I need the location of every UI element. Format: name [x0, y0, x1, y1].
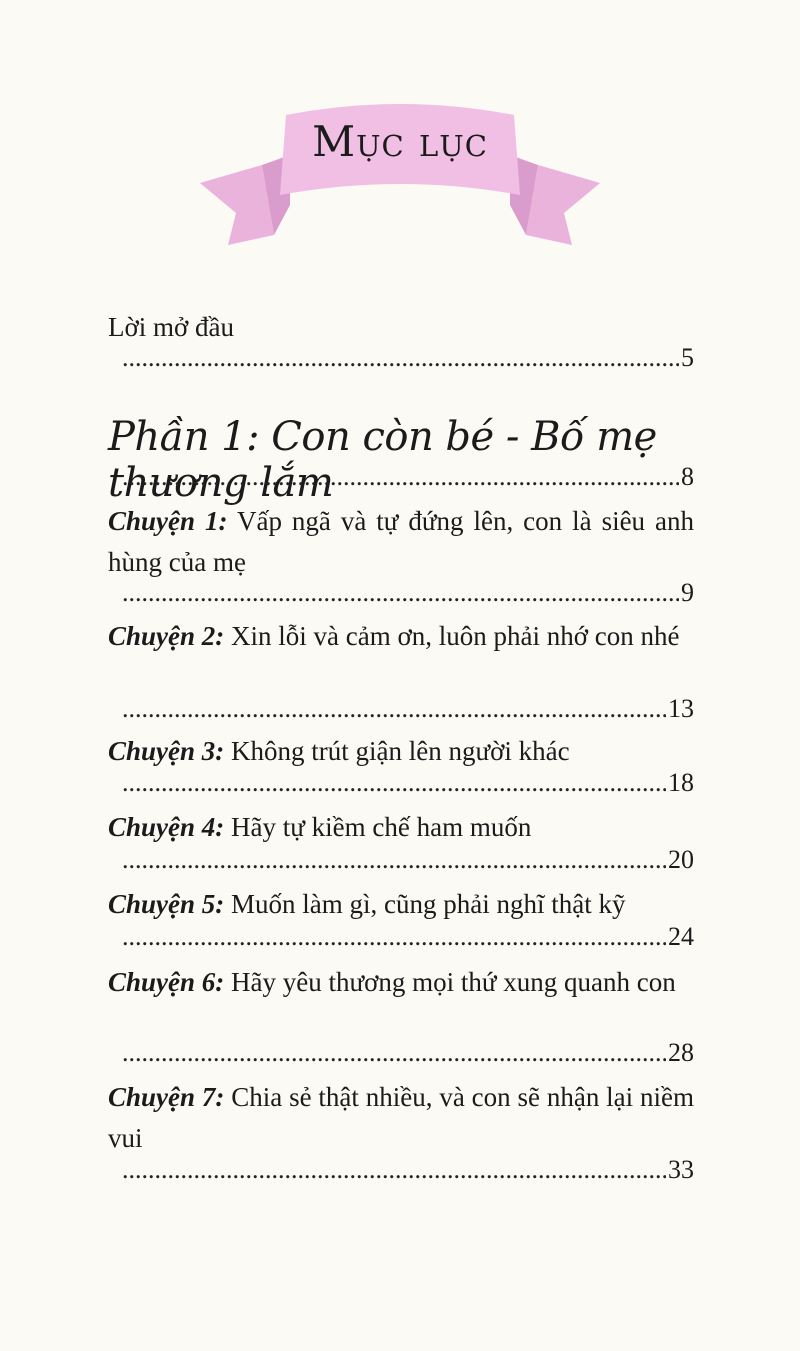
chapter-prefix: Chuyện 7: — [108, 1082, 225, 1112]
title-ribbon — [190, 95, 610, 245]
page-number: 13 — [668, 694, 694, 723]
chapter-prefix: Chuyện 3: — [108, 736, 225, 766]
dot-leader — [122, 922, 694, 952]
dot-leader — [122, 343, 694, 373]
part-heading[interactable]: Phần 1: Con còn bé - Bố mẹ thương lắm — [108, 414, 657, 506]
toc-entry-chapter-5[interactable] — [108, 884, 694, 925]
chapter-title: Vấp ngã và tự đứng lên, con là siêu anh hùng của mẹ — [108, 506, 694, 577]
toc-title: Mục lục — [312, 117, 488, 166]
page-number: 33 — [668, 1155, 694, 1184]
dot-leader — [122, 462, 694, 492]
page-number: 28 — [668, 1038, 694, 1067]
chapter-title: Hãy tự kiềm chế ham muốn — [231, 812, 532, 842]
page-number: 20 — [668, 845, 694, 874]
chapter-title: Hãy yêu thương mọi thứ xung quanh con — [231, 967, 676, 997]
toc-entry-chapter-7[interactable] — [108, 1077, 694, 1159]
chapter-prefix: Chuyện 6: — [108, 967, 225, 997]
dot-leader — [122, 768, 694, 798]
chapter-prefix: Chuyện 1: — [108, 506, 228, 536]
page-number: 5 — [681, 343, 694, 372]
intro-label: Lời mở đầu — [108, 312, 235, 342]
chapter-prefix: Chuyện 5: — [108, 889, 225, 919]
toc-entry-chapter-4[interactable] — [108, 807, 694, 848]
toc-entry-intro[interactable] — [108, 307, 694, 348]
dot-leader — [122, 1038, 694, 1068]
toc-entry-chapter-1[interactable] — [108, 501, 694, 583]
dot-leader — [122, 1155, 694, 1185]
page-number: 8 — [681, 462, 694, 491]
page-number: 18 — [668, 768, 694, 797]
chapter-title: Chia sẻ thật nhiều, và con sẽ nhận lại niềm vui — [108, 1082, 695, 1153]
chapter-prefix: Chuyện 4: — [108, 812, 225, 842]
dot-leader — [122, 694, 694, 724]
toc-entry-chapter-3[interactable] — [108, 731, 694, 772]
dot-leader — [122, 845, 694, 875]
chapter-title: Xin lỗi và cảm ơn, luôn phải nhớ con nhé — [231, 621, 680, 651]
toc-entry-chapter-6[interactable] — [108, 962, 694, 1003]
dot-leader — [122, 578, 694, 608]
toc-entry-chapter-2[interactable] — [108, 616, 694, 657]
page-number: 24 — [668, 922, 694, 951]
chapter-title: Muốn làm gì, cũng phải nghĩ thật kỹ — [231, 889, 626, 919]
chapter-prefix: Chuyện 2: — [108, 621, 225, 651]
chapter-title: Không trút giận lên người khác — [231, 736, 570, 766]
page-number: 9 — [681, 578, 694, 607]
